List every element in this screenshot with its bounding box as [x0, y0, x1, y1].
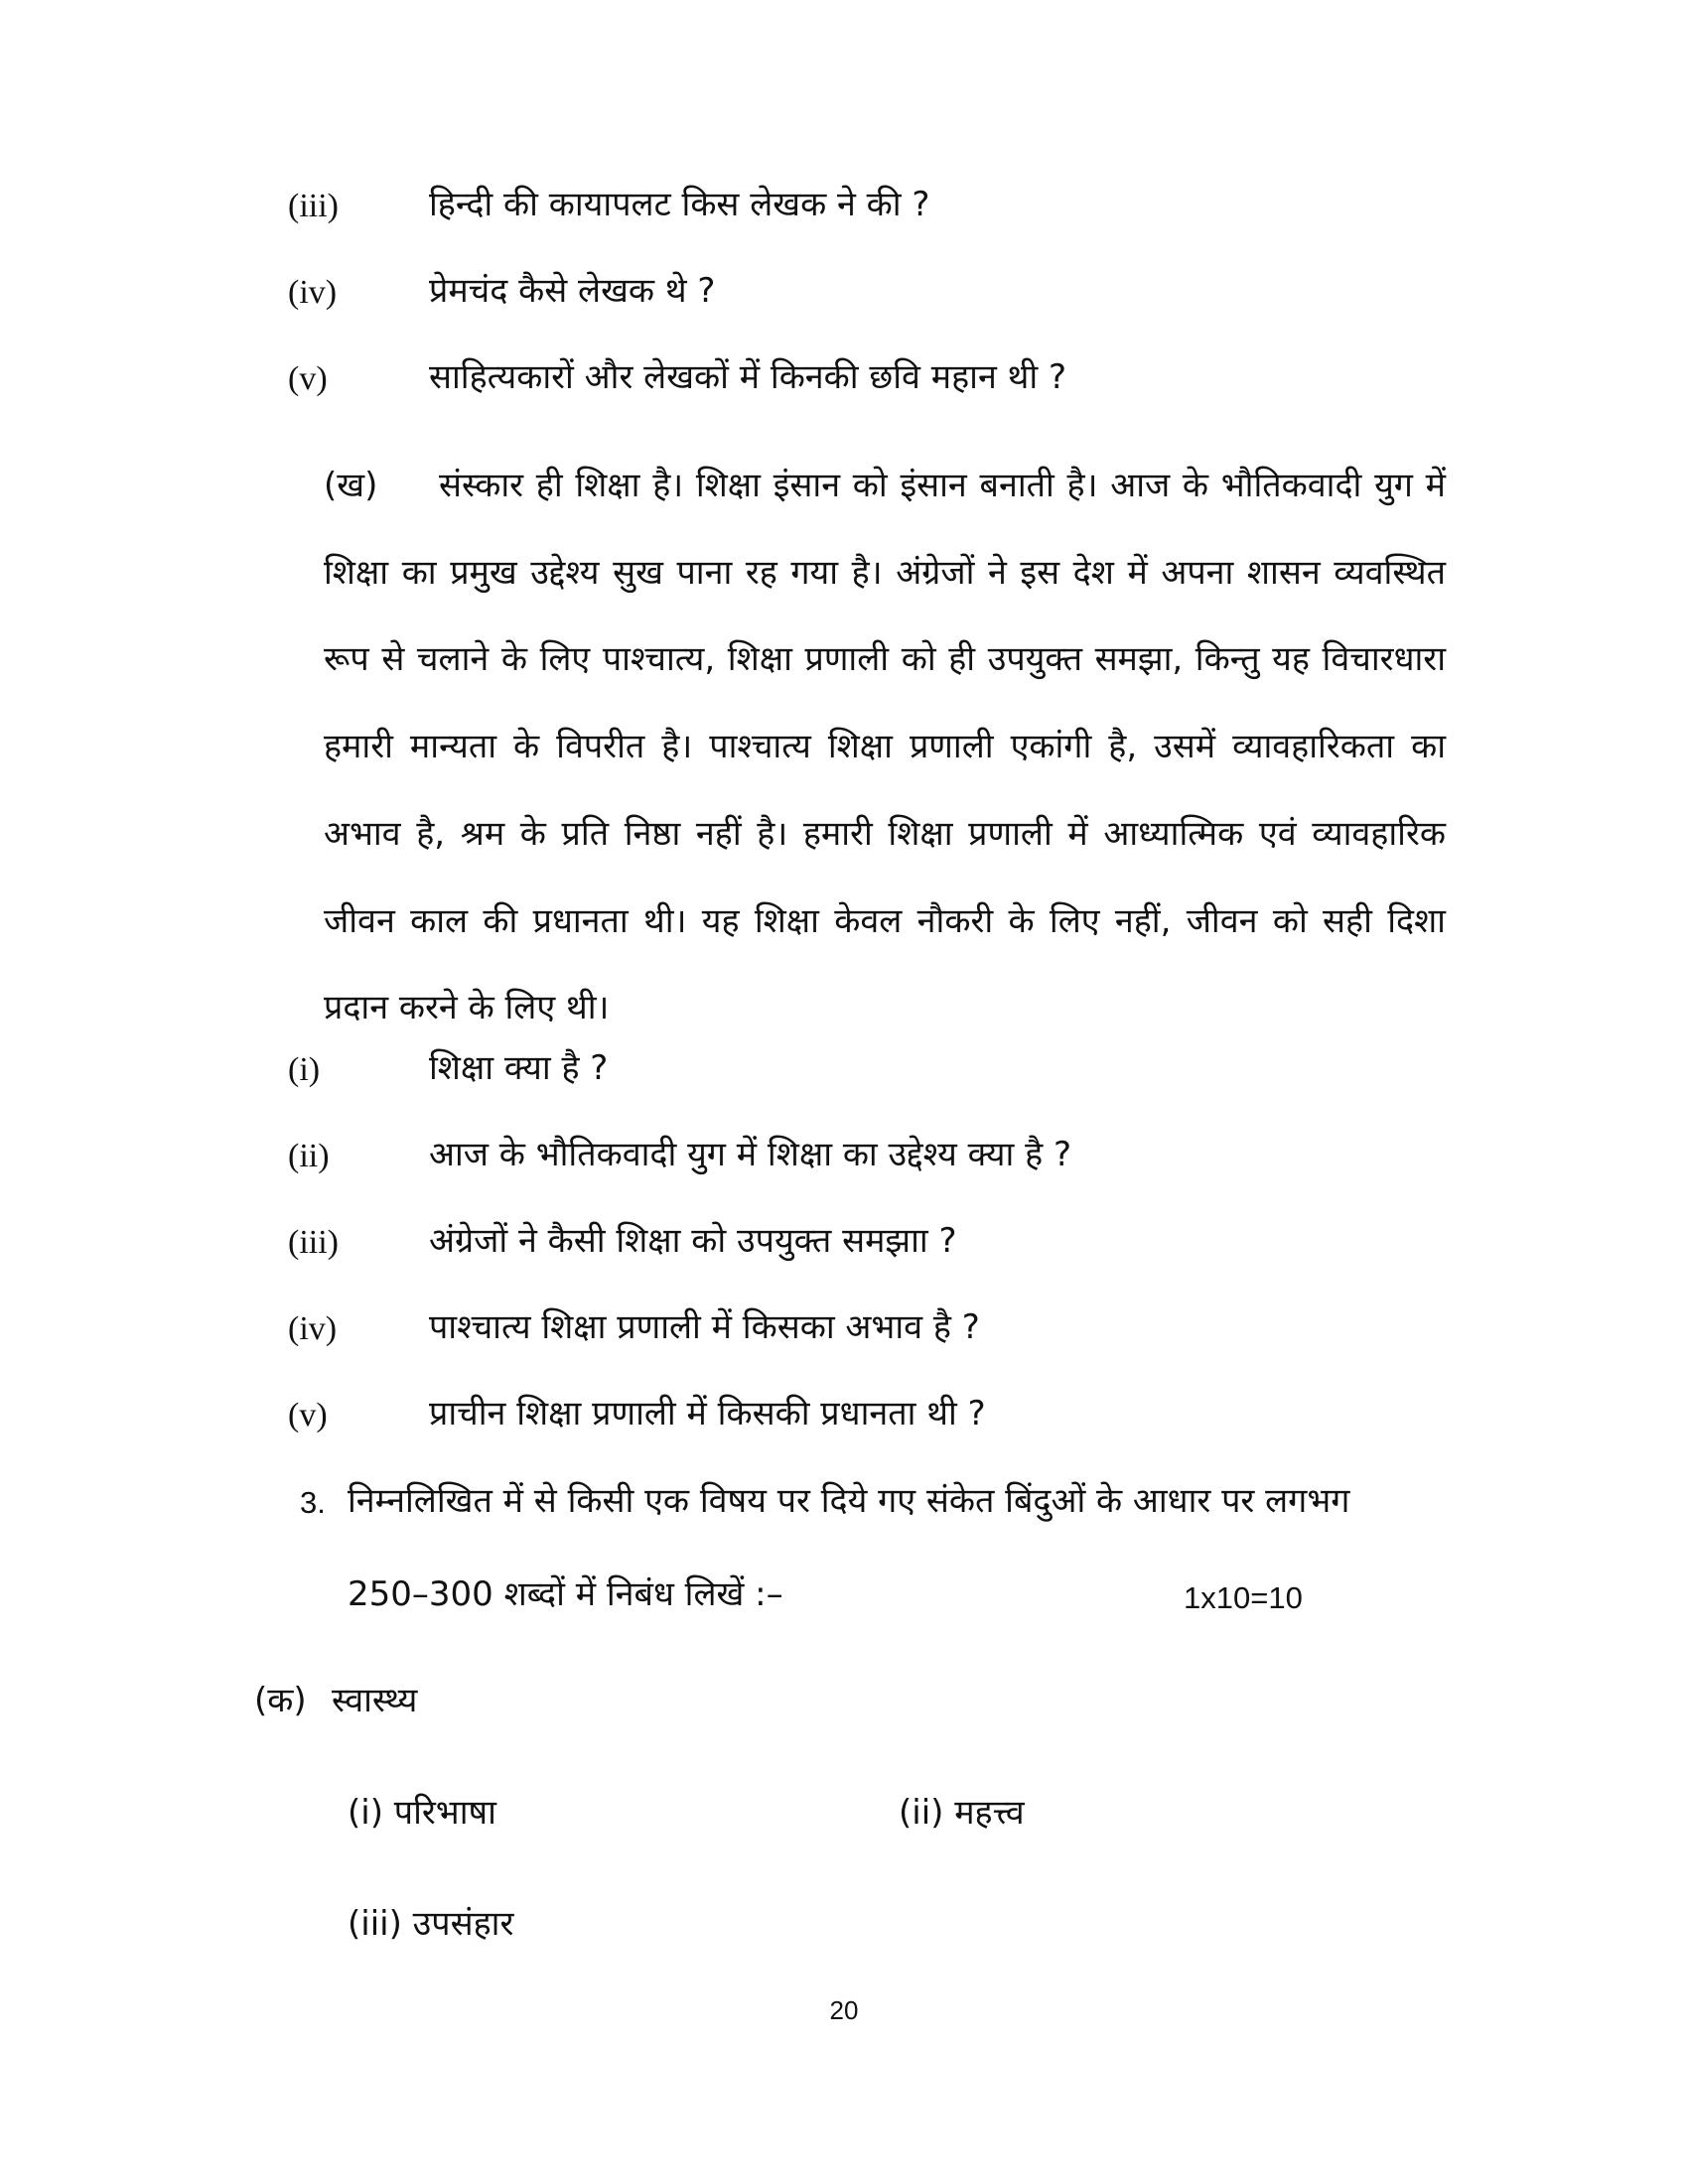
question-text: अंग्रेजों ने कैसी शिक्षा को उपयुक्त समझाा ?: [429, 1221, 957, 1261]
passage-kha: [324, 443, 1446, 1052]
passage-text: संस्कार ही शिक्षा है। शिक्षा इंसान को इंसान बनाती है। आज के भौतिकवादी युग में शिक्षा का प्रमुख उद्देश्य सुख पाना रह गया है। अंग्रेजों ने इस देश में अपना शासन व्यवस्थित रूप से चलाने के लिए पाश्चात्य, शिक्षा प्रणाली को ही उपयुक्त समझा, किन्तु यह विचारधारा हमारी मान्यता के विपरीत है। पाश्चात्य शिक्षा प्रणाली एकांगी है, उसमें व्यावहारिकता का अभाव है, श्रम के प्रति निष्ठा नहीं है। हमारी शिक्षा प्रणाली में आध्यात्मिक एवं व्यावहारिक जीवन काल की प्रधानता थी। यह शिक्षा केवल नौकरी के लिए नहीं, जीवन को सही दिशा प्रदान करने के लिए थी।: [324, 466, 1446, 1028]
question-text: हिन्दी की कायापलट किस लेखक ने की ?: [429, 185, 930, 224]
question-number: (i): [288, 1051, 321, 1088]
question-text: प्रेमचंद कैसे लेखक थे ?: [429, 271, 716, 311]
question-number: (v): [288, 360, 328, 397]
essay-topic-label: (क): [254, 1681, 307, 1720]
question-number: (iv): [288, 1310, 338, 1347]
question-number: (iv): [288, 274, 338, 311]
question3-number: 3.: [300, 1485, 326, 1520]
page-number: 20: [829, 1995, 859, 2025]
question-text: पाश्चात्य शिक्षा प्रणाली में किसका अभाव है ?: [429, 1307, 980, 1347]
essay-point: (iii) उपसंहार: [348, 1904, 514, 1944]
essay-point: (ii) महत्त्व: [899, 1793, 1025, 1833]
essay-point: (i) परिभाषा: [348, 1793, 496, 1833]
question-text: साहित्यकारों और लेखकों में किनकी छवि महान थी ?: [429, 357, 1067, 397]
question-text: प्राचीन शिक्षा प्रणाली में किसकी प्रधानता थी ?: [429, 1394, 986, 1433]
marks-label: 1x10=10: [1184, 1580, 1303, 1615]
question-text: शिक्षा क्या है ?: [429, 1048, 609, 1088]
question-number: (iii): [288, 188, 339, 224]
question-number: (v): [288, 1397, 328, 1433]
question-number: (iii): [288, 1224, 339, 1261]
question3-line2: 250–300 शब्दों में निबंध लिखें :–: [348, 1574, 783, 1614]
passage-label: (ख): [324, 466, 378, 505]
question-text: आज के भौतिकवादी युग में शिक्षा का उद्देश्य क्या है ?: [429, 1135, 1072, 1174]
essay-topic-title: स्वास्थ्य: [332, 1681, 418, 1720]
question3-line1: निम्नलिखित में से किसी एक विषय पर दिये गए संकेत बिंदुओं के आधार पर लगभग: [348, 1481, 1350, 1521]
question-number: (ii): [288, 1138, 330, 1174]
